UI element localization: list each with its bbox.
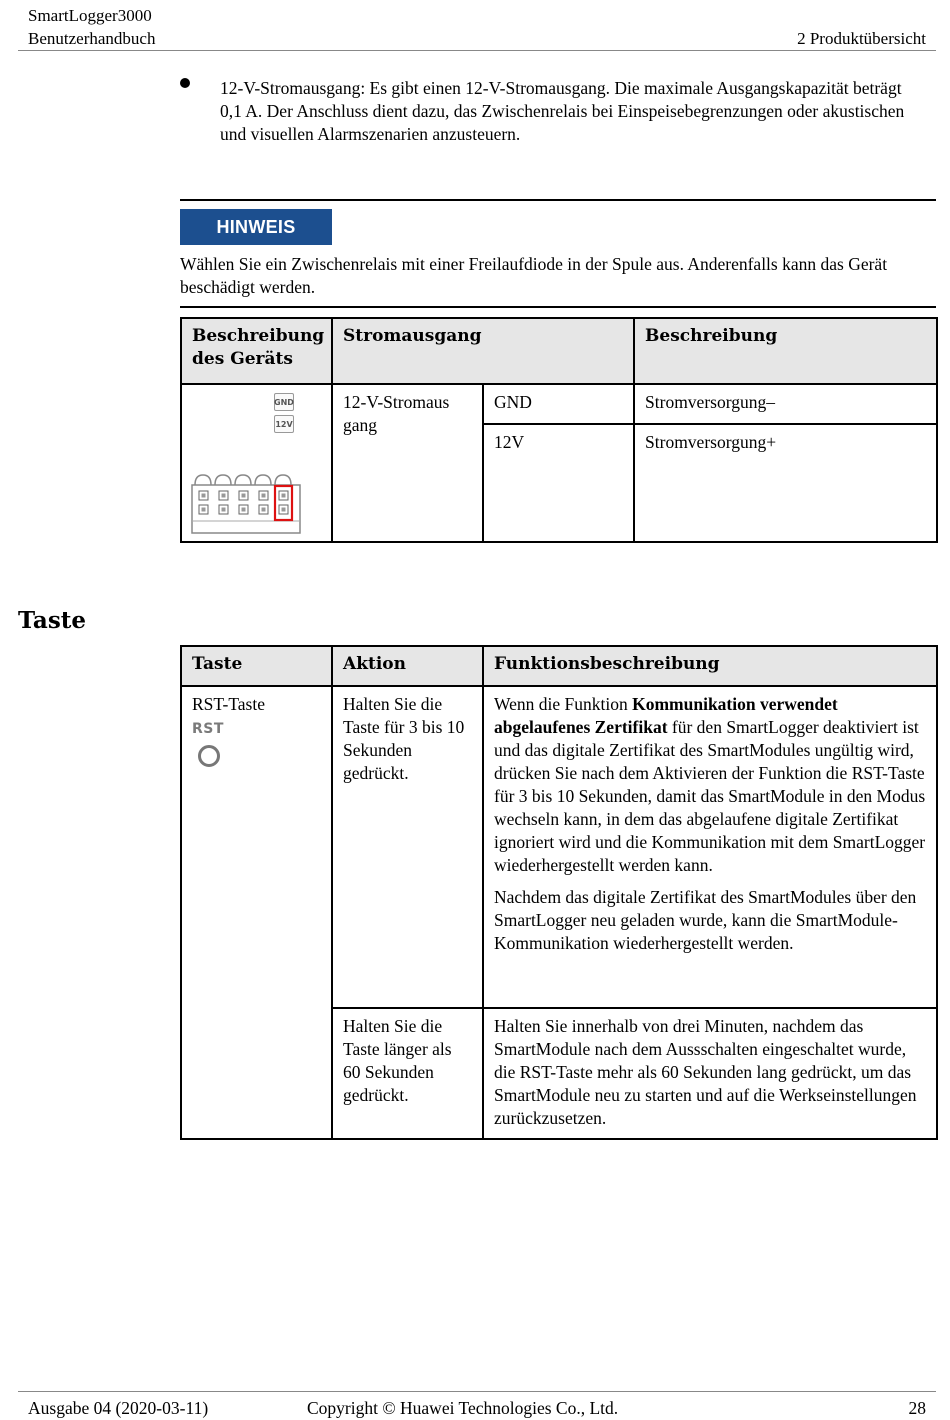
- function-paragraph: Nachdem das digitale Zertifikat des SmartModules über den SmartLogger neu geladen wurde, kann die SmartModule-Kommunikation wiederhergestellt werden.: [494, 887, 917, 953]
- note-text: Wählen Sie ein Zwischenrelais mit einer Freilaufdiode in der Spule aus. Anderenfalls kann das Gerät beschädigt werden.: [180, 254, 888, 297]
- function-text: für den SmartLogger deaktiviert ist und das digitale Zertifikat des SmartModules ungültig wird, drücken Sie nach dem Aktivieren der Funktion die RST-Taste für 3 bis 10 Sekunden, damit das SmartModule in den Modus wechseln kann, in dem das abgelaufene digitale Zertifikat ignoriert wird und die Kommunikation mit dem SmartLogger wiederhergestellt werden kann.: [494, 717, 926, 875]
- action-short-press: Halten Sie die Taste für 3 bis 10 Sekunden gedrückt.: [332, 686, 483, 1008]
- header-doc-type: Benutzerhandbuch: [28, 29, 156, 48]
- pin-12v: 12V: [483, 424, 634, 542]
- footer-page-number: 28: [908, 1398, 926, 1418]
- header-divider: [18, 50, 936, 51]
- desc-gnd: Stromversorgung–: [634, 384, 937, 424]
- function-bold-term: Kommunikation verwendet abgelaufenes Zertifikat: [494, 694, 838, 737]
- column-header-function: Funktionsbeschreibung: [483, 646, 937, 686]
- bullet-dot: [180, 78, 190, 88]
- note-badge: HINWEIS: [180, 209, 332, 245]
- action-long-press: Halten Sie die Taste länger als 60 Sekunden gedrückt.: [332, 1008, 483, 1139]
- column-header-output: Stromausgang: [332, 318, 634, 384]
- 12v-label-icon: 12V: [274, 415, 294, 433]
- port-name-cell: 12-V-Stromaus gang: [332, 384, 483, 542]
- function-long-press: Halten Sie innerhalb von drei Minuten, nachdem das SmartModule nach dem Aussschalten eingeschaltet wurde, die RST-Taste mehr als 60 Sekunden lang gedrückt, um das SmartModule neu zu starten und auf die Werkseinstellungen zurückzusetzen.: [483, 1008, 937, 1139]
- footer-copyright: Copyright © Huawei Technologies Co., Ltd.: [307, 1398, 619, 1418]
- header-product: SmartLogger3000: [28, 6, 152, 25]
- desc-12v: Stromversorgung+: [634, 424, 937, 542]
- header-chapter: 2 Produktübersicht: [797, 29, 926, 48]
- rst-label-icon: RST: [192, 721, 224, 737]
- section-title: Taste: [18, 607, 87, 634]
- function-text: Wenn die Funktion: [494, 694, 633, 714]
- column-header-device: Beschreibung des Geräts: [181, 318, 332, 384]
- function-short-press: [483, 686, 937, 1008]
- column-header-action: Aktion: [332, 646, 483, 686]
- terminal-block-icon: [191, 471, 303, 535]
- bullet-text: 12-V-Stromausgang: Es gibt einen 12-V-Stromausgang. Die maximale Ausgangskapazität beträgt 0,1 A. Der Anschluss dient dazu, das Zwischenrelais bei Einspeisebegrenzungen oder akustischen und visuellen Alarmszenarien anzusteuern.: [220, 78, 905, 144]
- power-output-table: [180, 317, 938, 543]
- column-header-description: Beschreibung: [634, 318, 937, 384]
- button-table: [180, 645, 938, 1140]
- reset-button-icon: [198, 745, 220, 767]
- pin-gnd: GND: [483, 384, 634, 424]
- device-image-cell: [181, 384, 332, 542]
- column-header-button: Taste: [181, 646, 332, 686]
- note-bottom-rule: [180, 306, 936, 308]
- button-name: RST-Taste: [192, 694, 265, 714]
- gnd-label-icon: GND: [274, 393, 294, 411]
- footer-divider: [18, 1391, 936, 1392]
- function-paragraph: [494, 693, 926, 877]
- button-name-cell: [181, 686, 332, 1139]
- footer-edition: Ausgabe 04 (2020-03-11): [28, 1398, 209, 1418]
- note-top-rule: [180, 199, 936, 201]
